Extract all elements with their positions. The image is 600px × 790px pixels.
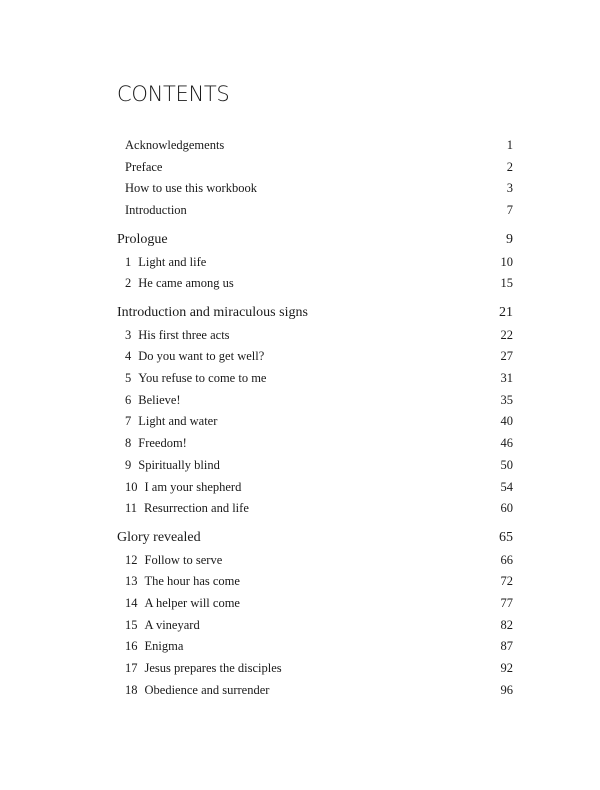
toc-page-number: 22 bbox=[500, 327, 513, 342]
toc-section-heading bbox=[117, 530, 513, 546]
toc-chapter-number: 15 bbox=[125, 617, 138, 632]
toc-title bbox=[125, 661, 282, 676]
toc-entry bbox=[125, 618, 513, 633]
toc-title bbox=[125, 480, 241, 495]
toc-label: Light and life bbox=[138, 254, 207, 269]
toc-title bbox=[125, 414, 217, 429]
toc-chapter-number: 12 bbox=[125, 552, 138, 567]
toc-label: Jesus prepares the disciples bbox=[144, 661, 282, 676]
toc-page-number: 3 bbox=[506, 181, 513, 196]
toc-title bbox=[125, 458, 220, 473]
toc-chapter-number: 2 bbox=[125, 276, 132, 291]
toc-page-number: 27 bbox=[500, 349, 513, 364]
toc-label: Resurrection and life bbox=[144, 501, 249, 516]
toc-entry bbox=[125, 574, 513, 589]
toc-title bbox=[125, 160, 162, 175]
toc-page-number: 9 bbox=[506, 231, 513, 247]
toc-chapter-number: 10 bbox=[125, 479, 138, 494]
toc-chapter-number: 5 bbox=[125, 371, 132, 385]
toc-page-number: 10 bbox=[500, 254, 513, 269]
toc-label: Do you want to get well? bbox=[138, 349, 265, 364]
toc-page-number: 46 bbox=[500, 436, 513, 451]
toc-page-number: 60 bbox=[500, 501, 513, 516]
toc-page-number: 54 bbox=[500, 479, 513, 494]
toc-chapter-number: 9 bbox=[125, 457, 132, 472]
toc-entry bbox=[125, 414, 513, 429]
toc-entry bbox=[125, 480, 513, 495]
toc-label: A helper will come bbox=[144, 596, 240, 610]
toc-page-number: 40 bbox=[500, 414, 513, 429]
toc-title bbox=[125, 138, 224, 153]
toc-page-number: 87 bbox=[500, 639, 513, 654]
toc-page-number: 50 bbox=[500, 457, 513, 472]
toc-title bbox=[125, 181, 257, 196]
toc-entry bbox=[125, 371, 513, 386]
toc-chapter-number: 16 bbox=[125, 639, 138, 654]
toc-entry bbox=[125, 596, 513, 611]
toc-label: He came among us bbox=[138, 276, 234, 291]
toc-label: The hour has come bbox=[144, 574, 240, 589]
toc-label: Freedom! bbox=[138, 436, 187, 451]
toc-entry bbox=[125, 349, 513, 364]
toc-page-number: 15 bbox=[500, 276, 513, 291]
toc-label: Follow to serve bbox=[144, 552, 223, 567]
toc-label: His first three acts bbox=[138, 327, 230, 342]
toc-page-number: 82 bbox=[500, 617, 513, 632]
toc-entry bbox=[125, 203, 513, 218]
toc-title bbox=[125, 203, 187, 218]
toc-page-number: 65 bbox=[499, 529, 513, 545]
toc-page-number: 1 bbox=[506, 138, 513, 152]
toc-title bbox=[117, 530, 201, 546]
toc-chapter-number: 17 bbox=[125, 661, 138, 676]
toc-label: Believe! bbox=[138, 392, 181, 407]
toc-label: Preface bbox=[125, 159, 163, 174]
toc-label: Light and water bbox=[138, 414, 218, 429]
toc-label: Enigma bbox=[144, 639, 184, 654]
toc-title bbox=[117, 232, 168, 248]
toc-entry bbox=[125, 436, 513, 451]
toc-label: Introduction bbox=[125, 203, 187, 218]
toc-title bbox=[125, 553, 222, 568]
toc-label: Glory revealed bbox=[117, 529, 201, 545]
toc-entry bbox=[125, 393, 513, 408]
toc-title bbox=[125, 618, 200, 633]
toc-page-number: 7 bbox=[506, 203, 513, 218]
toc-label: Introduction and miraculous signs bbox=[117, 304, 308, 320]
toc-chapter-number: 6 bbox=[125, 392, 132, 407]
toc-entry bbox=[125, 328, 513, 343]
toc-page-number: 31 bbox=[500, 371, 513, 385]
toc-label: I am your shepherd bbox=[144, 479, 242, 494]
toc-title bbox=[125, 574, 240, 589]
toc-chapter-number: 4 bbox=[125, 349, 132, 364]
toc-title bbox=[125, 349, 264, 364]
toc-title bbox=[125, 328, 230, 343]
toc-page-number: 77 bbox=[500, 596, 513, 610]
toc-entry bbox=[125, 255, 513, 270]
toc-entry bbox=[125, 458, 513, 473]
toc-title bbox=[125, 501, 249, 516]
toc-chapter-number: 14 bbox=[125, 596, 138, 610]
toc-chapter-number: 1 bbox=[125, 254, 132, 269]
toc-section-heading bbox=[117, 305, 513, 321]
toc-title bbox=[125, 596, 240, 611]
toc-chapter-number: 7 bbox=[125, 414, 132, 429]
toc-page-number: 35 bbox=[500, 392, 513, 407]
toc-title bbox=[125, 639, 183, 654]
toc-label: Spiritually blind bbox=[138, 457, 220, 472]
toc-entry bbox=[125, 553, 513, 568]
toc-chapter-number: 11 bbox=[125, 501, 138, 516]
toc-title bbox=[125, 683, 269, 698]
toc-section-heading bbox=[117, 232, 513, 248]
toc-label: A vineyard bbox=[144, 617, 200, 632]
toc-chapter-number: 18 bbox=[125, 682, 138, 697]
toc-page-number: 66 bbox=[500, 552, 513, 567]
toc-chapter-number: 13 bbox=[125, 574, 138, 589]
toc-page-number: 72 bbox=[500, 574, 513, 589]
toc-entry bbox=[125, 181, 513, 196]
toc-page-number: 92 bbox=[500, 661, 513, 676]
toc-entry bbox=[125, 160, 513, 175]
toc-entry bbox=[125, 501, 513, 516]
toc-title bbox=[125, 371, 266, 386]
toc-title bbox=[125, 255, 206, 270]
toc-label: How to use this workbook bbox=[125, 181, 257, 196]
toc-entry bbox=[125, 661, 513, 676]
toc-label: Acknowledgements bbox=[125, 138, 225, 152]
toc-entry bbox=[125, 138, 513, 153]
toc-title bbox=[125, 436, 187, 451]
toc-page-number: 21 bbox=[499, 304, 513, 320]
toc-label: Prologue bbox=[117, 231, 168, 247]
toc-entry bbox=[125, 639, 513, 654]
toc-title bbox=[117, 305, 308, 321]
toc-entry bbox=[125, 276, 513, 291]
toc-entry bbox=[125, 683, 513, 698]
toc-page-number: 2 bbox=[506, 159, 513, 174]
toc-page-number: 96 bbox=[500, 682, 513, 697]
toc-title bbox=[125, 276, 234, 291]
page-title: CONTENTS bbox=[117, 82, 230, 106]
toc-chapter-number: 8 bbox=[125, 436, 132, 451]
toc-title bbox=[125, 393, 181, 408]
toc-label: Obedience and surrender bbox=[144, 682, 270, 697]
toc-label: You refuse to come to me bbox=[138, 371, 267, 385]
toc-chapter-number: 3 bbox=[125, 327, 132, 342]
